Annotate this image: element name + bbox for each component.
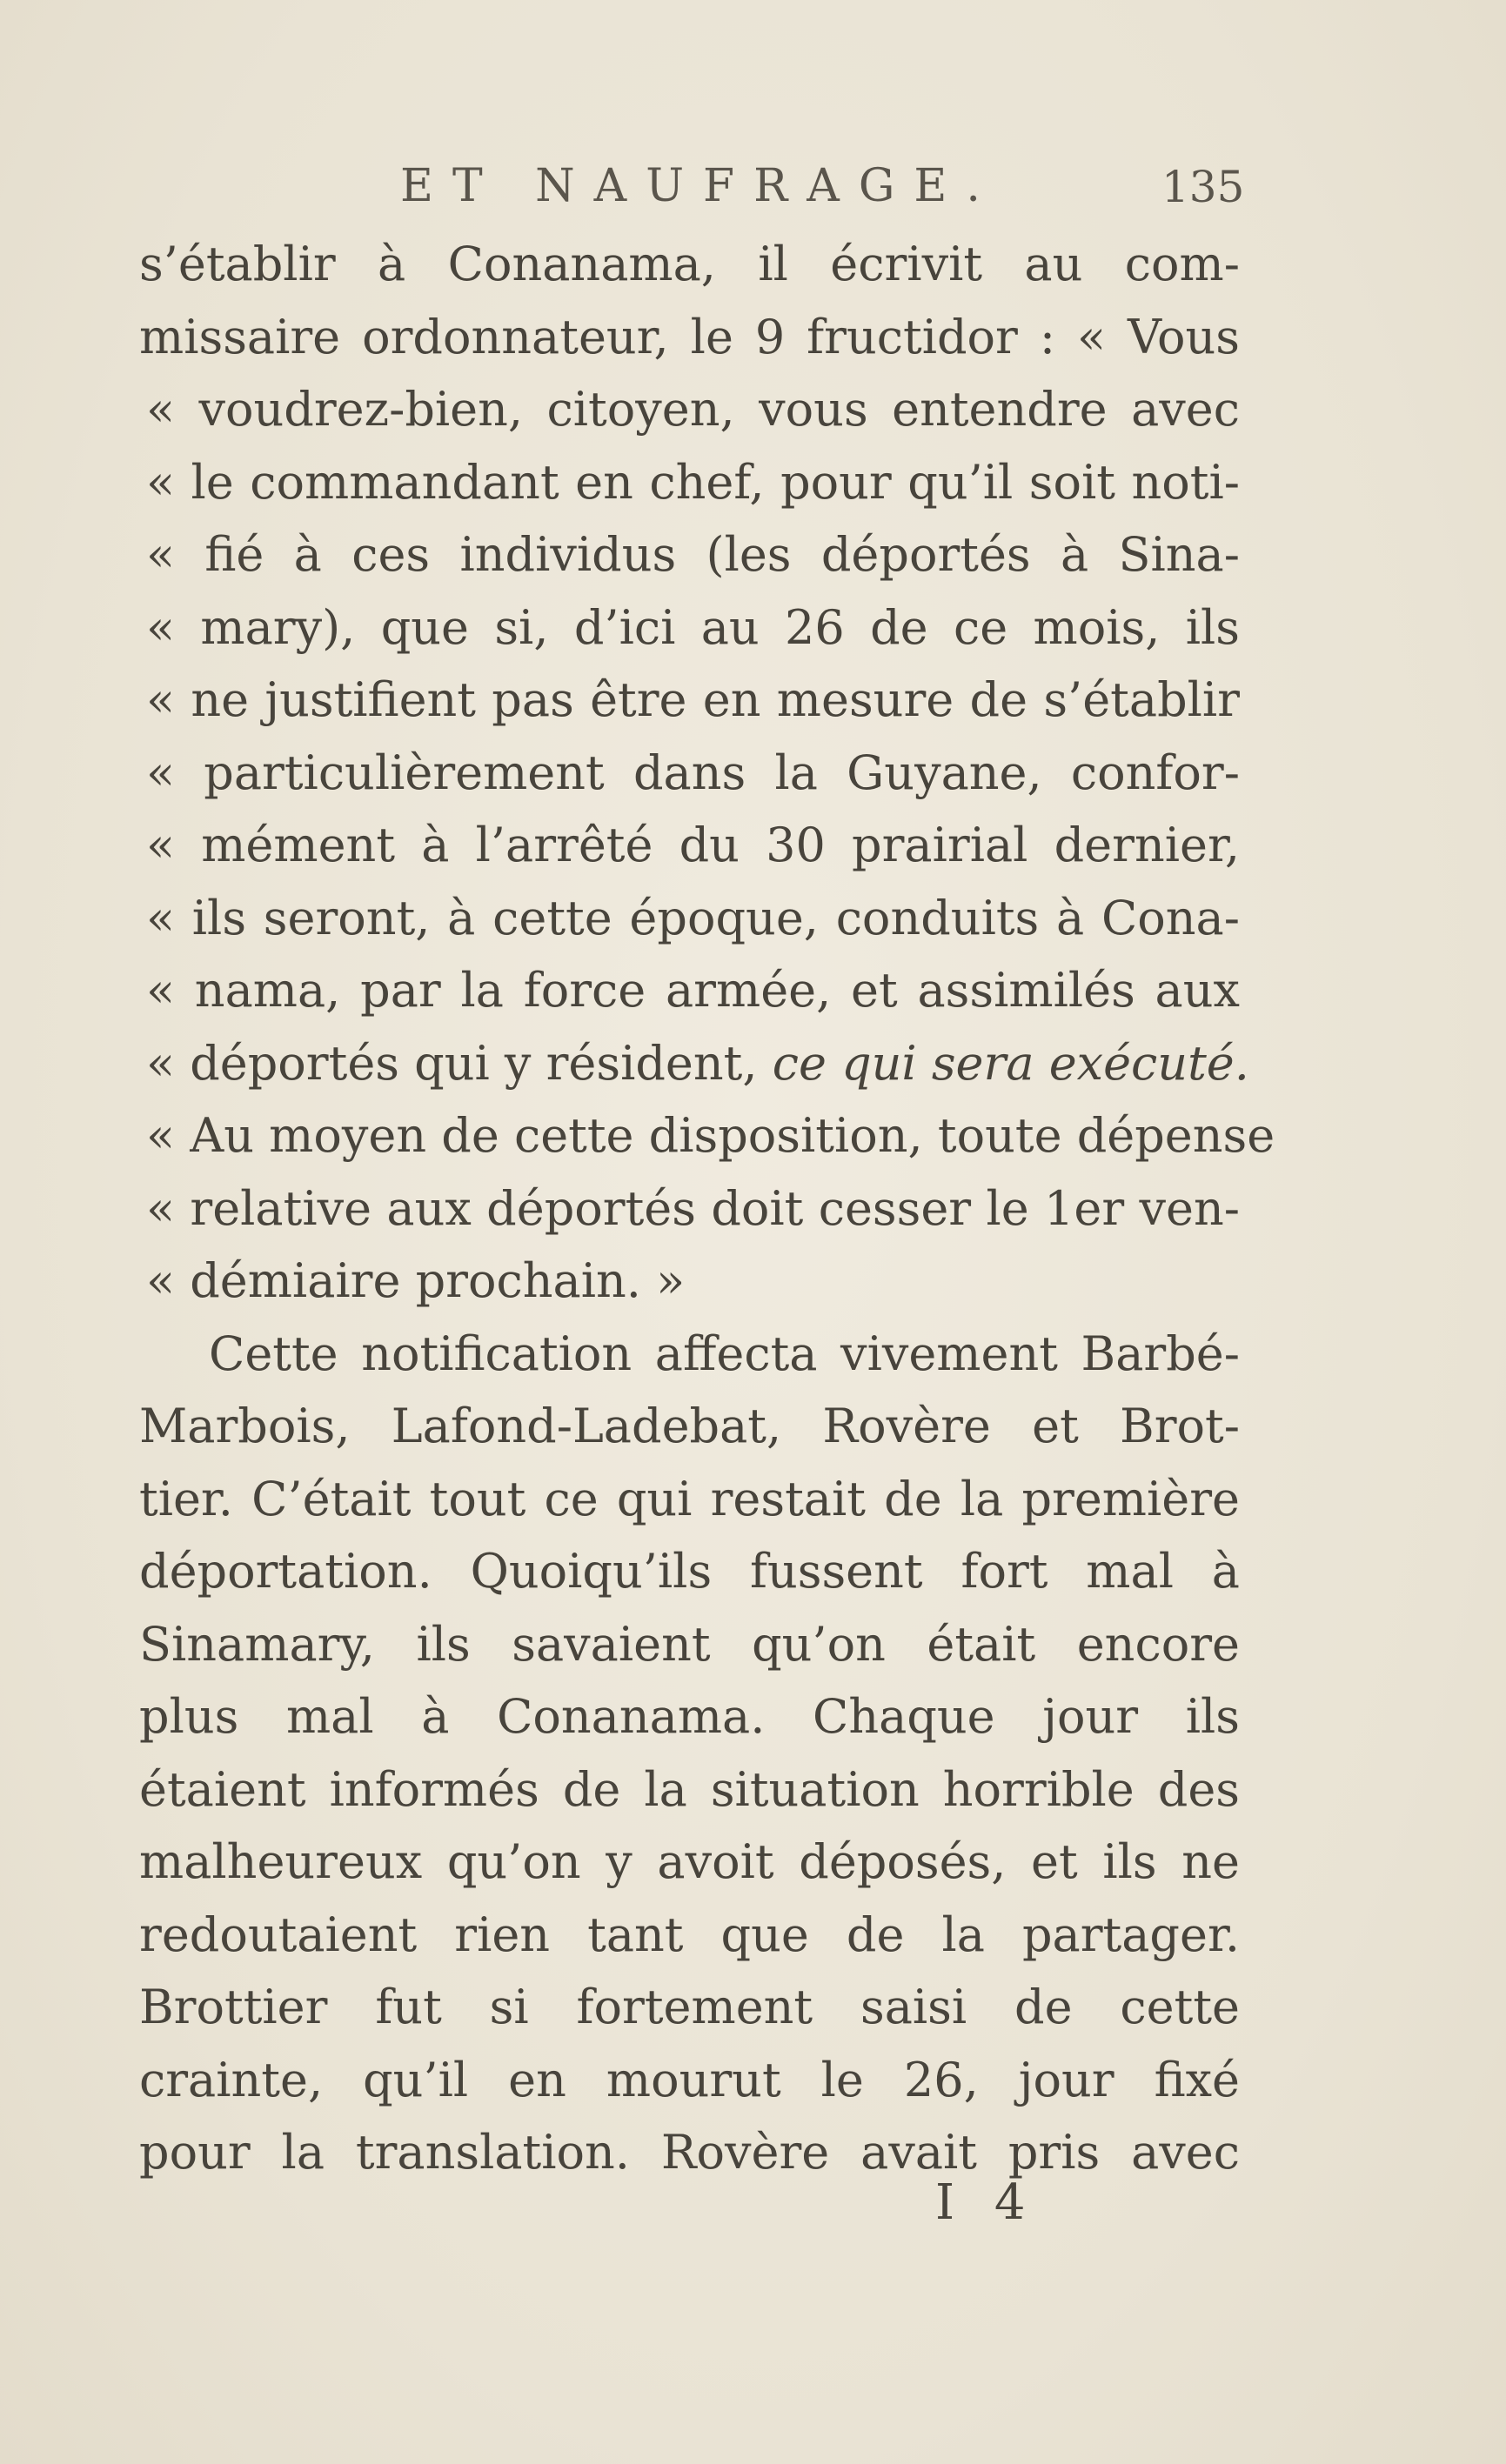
paragraph-start-line: Cette notification affecta vivement Barbé-: [209, 1325, 1240, 1381]
text-line: « particulièrement dans la Guyane, confor-: [146, 745, 1240, 800]
text-line-with-italic: [139, 1027, 1249, 1100]
text-line: étaient informés de la situation horrible des: [139, 1761, 1240, 1817]
text-line: s’établir à Conanama, il écrivit au com-: [139, 237, 1240, 291]
italic-phrase: ce qui sera exécuté.: [772, 1035, 1249, 1091]
text-line: malheureux qu’on y avoit déposés, et ils ne: [139, 1834, 1240, 1889]
running-title: ET NAUFRAGE.: [400, 160, 1000, 212]
text-line: « le commandant en chef, pour qu’il soit noti-: [146, 454, 1240, 510]
text-line: redoutaient rien tant que de la partager.: [139, 1906, 1240, 1962]
text-line: missaire ordonnateur, le 9 fructidor : « Vous: [139, 309, 1240, 364]
text-line: Sinamary, ils savaient qu’on était encore: [139, 1616, 1240, 1672]
text-line: « mément à l’arrêté du 30 prairial dernier,: [146, 818, 1240, 872]
text-line: déportation. Quoiqu’ils fussent fort mal à: [139, 1544, 1240, 1599]
page-number: 135: [1161, 162, 1245, 212]
body-text: [139, 228, 1275, 2189]
text-line: crainte, qu’il en mourut le 26, jour fixé: [139, 2052, 1240, 2107]
text-line: Marbois, Lafond-Ladebat, Rovère et Brot-: [139, 1399, 1240, 1453]
text-line: plus mal à Conanama. Chaque jour ils: [139, 1689, 1240, 1744]
text-line: « démiaire prochain. »: [146, 1253, 686, 1308]
text-fragment: « déportés qui y résident,: [146, 1035, 773, 1091]
text-line: « ils seront, à cette époque, conduits à Cona-: [146, 890, 1240, 945]
text-line: « mary), que si, d’ici au 26 de ce mois, ils: [146, 599, 1240, 655]
text-line: pour la translation. Rovère avait pris avec: [139, 2125, 1240, 2180]
text-line: tier. C’était tout ce qui restait de la première: [139, 1471, 1240, 1526]
text-line: « relative aux déportés doit cesser le 1er ven-: [146, 1180, 1240, 1236]
text-line: Brottier fut si fortement saisi de cette: [139, 1980, 1240, 2034]
signature-mark: I 4: [935, 2174, 1038, 2231]
text-line: « fié à ces individus (les déportés à Sina-: [146, 527, 1240, 582]
text-line: « Au moyen de cette disposition, toute dépense: [146, 1108, 1275, 1163]
text-line: « ne justifient pas être en mesure de s’établir: [146, 672, 1240, 727]
text-line: « nama, par la force armée, et assimilés aux: [146, 963, 1240, 1018]
text-line: « voudrez-bien, citoyen, vous entendre avec: [146, 382, 1240, 437]
